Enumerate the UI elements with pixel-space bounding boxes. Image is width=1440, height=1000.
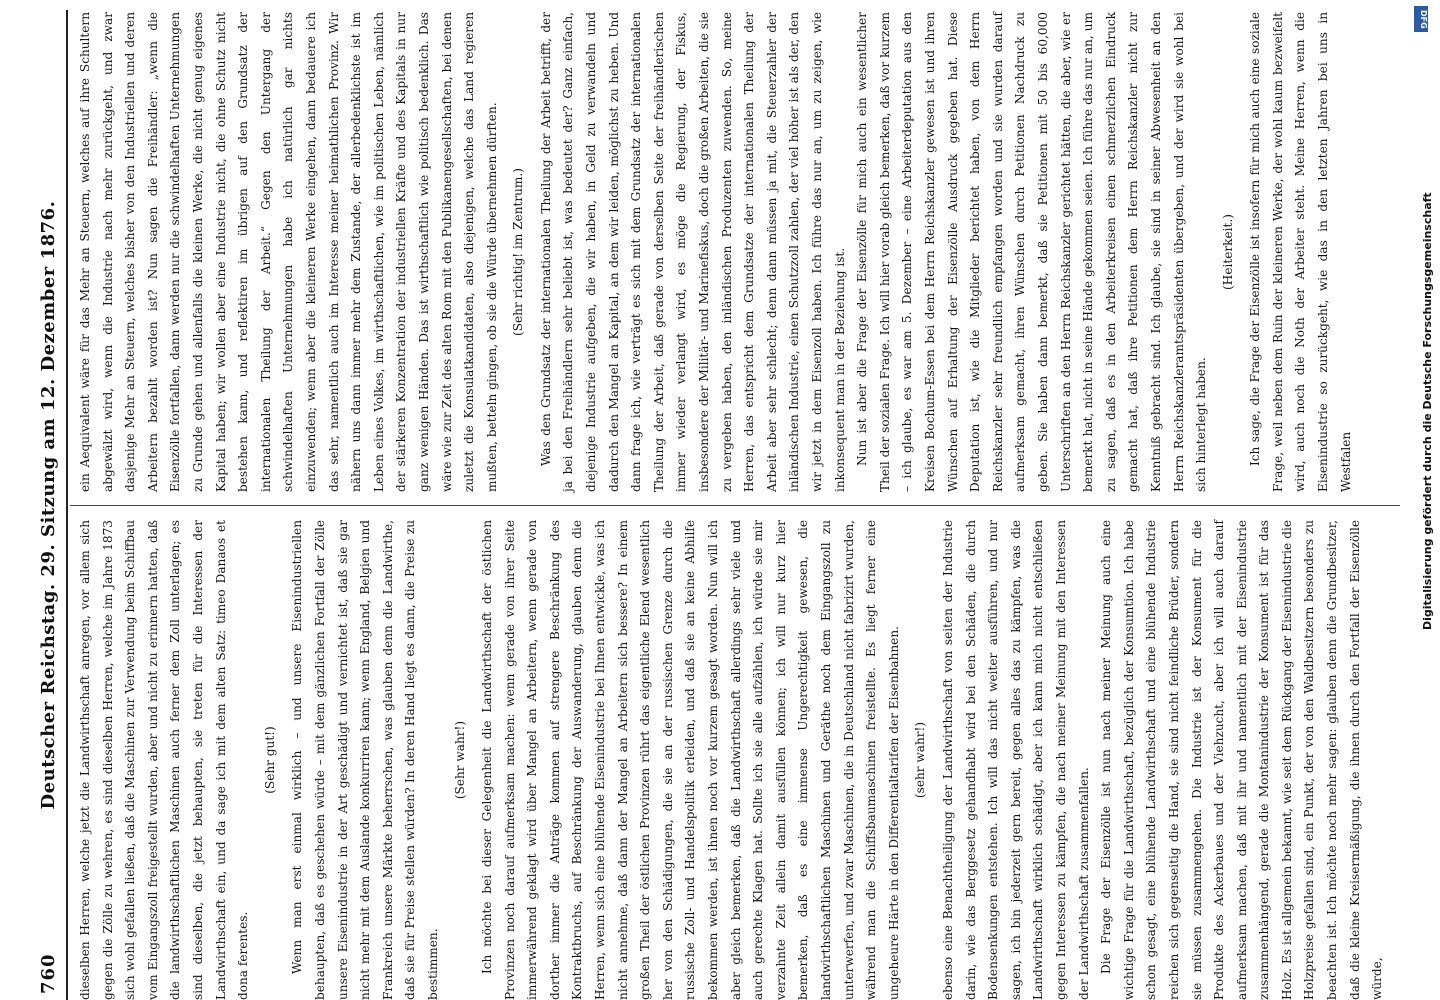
reaction-note: (Heiterkeit.) <box>1220 214 1235 290</box>
left-column <box>74 520 1389 1000</box>
column-divider <box>70 505 1400 506</box>
right-column <box>74 12 1357 492</box>
dfg-logo: DFG <box>1414 6 1428 32</box>
paragraph: Wenn man erst einmal wirklich – und unsere Eisenindustriellen behaupten, daß es geschehen würde – mit dem gänzlichen Fortfall der Zölle unsere Eisenindustrie in der Art geschädigt und vernichtet ist, daß sie gar nicht mehr mit dem Auslande konkurriren kann; wenn England, Belgien und Frankreich unsere Märkte beherrschen, was glauben denn die Landwirthe, daß sie für Preise stellen würden? In deren Hand liegt es dann, die Preise zu bestimmen. <box>290 520 440 1000</box>
running-title: Deutscher Reichstag. 29. Sitzung am 12. Dezember 1876. <box>38 200 59 810</box>
reaction-note: (sehr wahr!) <box>913 721 928 799</box>
paragraph: Was den Grundsatz der internationalen Theilung der Arbeit betrifft, der ja bei den Freihändlern sehr beliebt ist, was bedeutet der? Ganz einfach, diejenige Industrie aufgeben, die wir haben, in Geld zu verwandeln und dadurch den Mangel an Kapital, an dem wir leiden, möglichst zu heben. Und dann frage ich, wie verträgt es sich mit dem Grundsatz der internationalen Theilung der Arbeit, daß gerade von derselben Seite der freihändlerischen immer wieder verlangt wird, es möge die Regierung, der Fiskus, insbesondere der Militär- und Marinefiskus, doch die großen Arbeiten, die sie zu vergeben haben, den inländischen Produzenten zuwenden. So, meine Herren, das entspricht dem Grundsatze der internationalen Theilung der Arbeit aber sehr schlecht; denn dann müssen ja mit, die Steuerzahler der inländischen Industrie, einen Schutzzoll zahlen, der viel höher ist als der, den wir jetzt in dem Eisenzoll haben. Ich führe das nur an, um zu zeigen, wie inkonsequent man in der Beziehung ist. <box>538 12 847 492</box>
paragraph: dieselben Herren, welche jetzt die Landwirthschaft anregen, vor allem sich gegen die Zölle zu wehren, es sind dieselben Herren, welche im Jahre 1873 sich wohl gefallen ließen, daß die Maschinen zur Verwendung beim Schiffbau vom Eingangszoll freigestellt wurden, aber und nicht zu erinnern hatten, daß die landwirthschaftlichen Maschinen auch ferner dem Zoll unterlagen; es sind dieselben, die jetzt behaupten, sie treten für die Interessen der Landwirthschaft ein, und da sage ich mit dem alten Satz: timeo Danaos et dona ferentes. <box>78 520 251 1000</box>
paragraph: Ich möchte bei dieser Gelegenheit die Landwirthschaft der östlichen Provinzen noch darauf aufmerksam machen: wenn gerade von ihrer Seite immerwährend geklagt wird über Mangel an Arbeitern, wenn gerade von dorther immer die Anträge kommen auf strengere Beschränkung des Kontraktbruchs, auf Beschränkung der Auswanderung, glauben denn die Herren, wenn sich eine blühende Eisenindustrie bei Ihnen entwickle, was ich nicht annehme, daß dann der Mangel an Arbeitern sich bessere? In einem großen Theil der östlichen Provinzen rührt das eigentliche Elend wesentlich her von den Schädigungen, die sie an der russischen Grenze durch die russische Zoll- und Handelspolitik erleiden, und daß sie an keine Abhilfe bekommen werden, ist ihnen noch vor kurzem gesagt worden. Nun will ich aber gleich bemerken, daß die Landwirthschaft allerdings sehr viele und auch gerechte Klagen hat. Sollte ich sie alle aufzählen, ich würde sie mir verzahnte Zeit allein damit ausfüllen können; ich will nur kurz hier bemerken, daß es eine immense Ungerechtigkeit gewesen, die landwirthschaftlichen Maschinen und Geräthe noch dem Eingangszoll zu unterwerfen, und zwar Maschinen, die in Deutschland nicht fabrizirt wurden, während man die Schiffsbaumaschinen freistellte. Es liegt ferner eine ungeheure Härte in den Differentialtarifen der Eisenbahnen. <box>480 520 901 1000</box>
paragraph: Die Frage der Eisenzölle ist nun nach meiner Meinung auch eine wichtige Frage für die Landwirthschaft, bezüglich der Konsumtion. Ich habe schon gesagt, eine blühende Landwirthschaft und eine blühende Industrie reichen sich gegenseitig die Hand, sie sind nicht feindliche Brüder, sondern sie müssen zusammengehen. Die Industrie ist der Konsument für die Produkte des Ackerbaues und der Viehzucht, aber ich will auch darauf aufmerksam machen, daß mit ihr und namentlich mit der Eisenindustrie zusammenhängend, gerade die Montanindustrie der Konsument ist für das Holz. Es ist allgemein bekannt, wie seit dem Rückgang der Eisenindustrie die Holzpreise gefallen sind, ein Punkt, der von den Waldbesitzern besonders zu beachten ist. Ich möchte noch mehr sagen: glauben denn die Grundbesitzer, daß die kleine Kreisermäßigung, die ihnen durch den Fortfall der Eisenzölle würde, <box>1099 520 1385 1000</box>
paragraph: Ich sage, die Frage der Eisenzölle ist insofern für mich auch eine soziale Frage, weil neben dem Ruin der kleineren Werke, der wohl kaum bezweifelt wird, auch noch die Noth der Arbeiter steht. Meine Herren, wenn die Eisenindustrie so zurückgeht, wie das in den letzten Jahren bei uns in Westfalen <box>1248 12 1353 492</box>
credit-text: Digitalisierung gefördert durch die Deutsche Forschungsgemeinschaft <box>1421 192 1434 630</box>
page-number: 760 <box>38 953 59 994</box>
paragraph: ein Aequivalent wäre für das Mehr an Steuern, welches auf ihre Schultern abgewälzt wird, wenn die Industrie nach mehr zurückgeht, und zwar dasjenige Mehr an Steuern, welches bisher von den Industriellen und deren Arbeitern bezahlt worden ist? Nun sagen die Freihändler: „wenn die Eisenzölle fortfallen, dann werden nur die schwindelhaften Unternehmungen zu Grunde gehen und allenfalls die kleinen Werke, die nicht genug eigenes Kapital haben; wir wollen aber eine Industrie nicht, die ohne Schutz nicht bestehen kann, und reflektiren im übrigen auf den Grundsatz der internationalen Theilung der Arbeit.“ Gegen den Untergang der schwindelhaften Unternehmungen habe ich natürlich gar nichts einzuwenden; wenn aber die kleineren Werke eingehen, dann bedauere ich das sehr, namentlich auch im Interesse meiner heimathlichen Provinz. Wir nähern uns dann immer mehr dem Zustande, der allerbedenklichste ist im Leben eines Volkes, im wirthschaftlichen, wie im politischen Leben, nämlich der stärkeren Konzentration der industriellen Kräfte und des Kapitals in nur ganz wenigen Händen. Das ist wirthschaftlich wie politisch bedenklich. Das wäre wie zur Zeit des alten Rom mit den Publikanengesellschaften, bei denen zuletzt die Konsulatkandidaten, also diejenigen, welche das Land regieren mußten, betteln gingen, ob sie die Würde übernehmen dürften. <box>78 12 499 492</box>
paragraph: ebenso eine Benachtheiligung der Landwirthschaft von seiten der Industrie darin, wie das Berggesetz gehandhabt wird bei den Schäden, die durch Bodensenkungen entstehen. Ich will das nicht weiter ausführen, und nur sagen, ich bin jederzeit gern bereit, gegen alles das zu kämpfen, was die Landwirthschaft wirklich schädigt, aber ich kann mich nicht entschließen gegen Interessen zu kämpfen, die nach meiner Meinung mit den Interessen der Landwirthschaft zusammenfallen. <box>940 520 1091 1000</box>
rotated-page-content <box>0 10 1385 1000</box>
reaction-note: (Sehr gut!) <box>262 726 277 794</box>
page-header <box>38 10 64 1000</box>
header-rule <box>66 10 68 1000</box>
paragraph: Nun ist aber die Frage der Eisenzölle für mich auch ein wesentlicher Theil der sozialen Frage. Ich will hier vorab gleich bemerken, daß vor kurzem – ich glaube, es war am 5. Dezember – eine Arbeiterdeputation aus den Kreisen Bochum-Essen bei dem Herrn Reichskanzler gewesen ist und ihren Wünschen auf Erhaltung der Eisenzölle Ausdruck gegeben hat. Diese Deputation ist, wie die Mitglieder berichtet haben, von dem Herrn Reichskanzler sehr freundlich empfangen worden und sie wurden darauf aufmerksam gemacht, ihren Wünschen durch Petitionen Nachdruck zu geben. Sie haben dann bemerkt, daß sie Petitionen mit 50 bis 60,000 Unterschriften an den Herrn Reichskanzler gerichtet hätten, die aber, wie er bemerkt hat, nicht in seine Hände gekommen seien. Ich führe das nur an, um zu sagen, daß es in den Arbeiterkreisen einen schmerzlichen Eindruck gemacht hat, daß ihre Petitionen dem Herrn Reichskanzler nicht zur Kenntniß gebracht sind. Ich glaube, sie sind in seiner Abwesenheit an den Herrn Reichskanzleramtspräsidenten übergeben, und der wird sie wohl bei sich hinterlegt haben. <box>855 12 1209 492</box>
reaction-note: (Sehr richtig! im Zentrum.) <box>511 168 526 336</box>
reaction-note: (Sehr wahr!) <box>452 720 467 800</box>
